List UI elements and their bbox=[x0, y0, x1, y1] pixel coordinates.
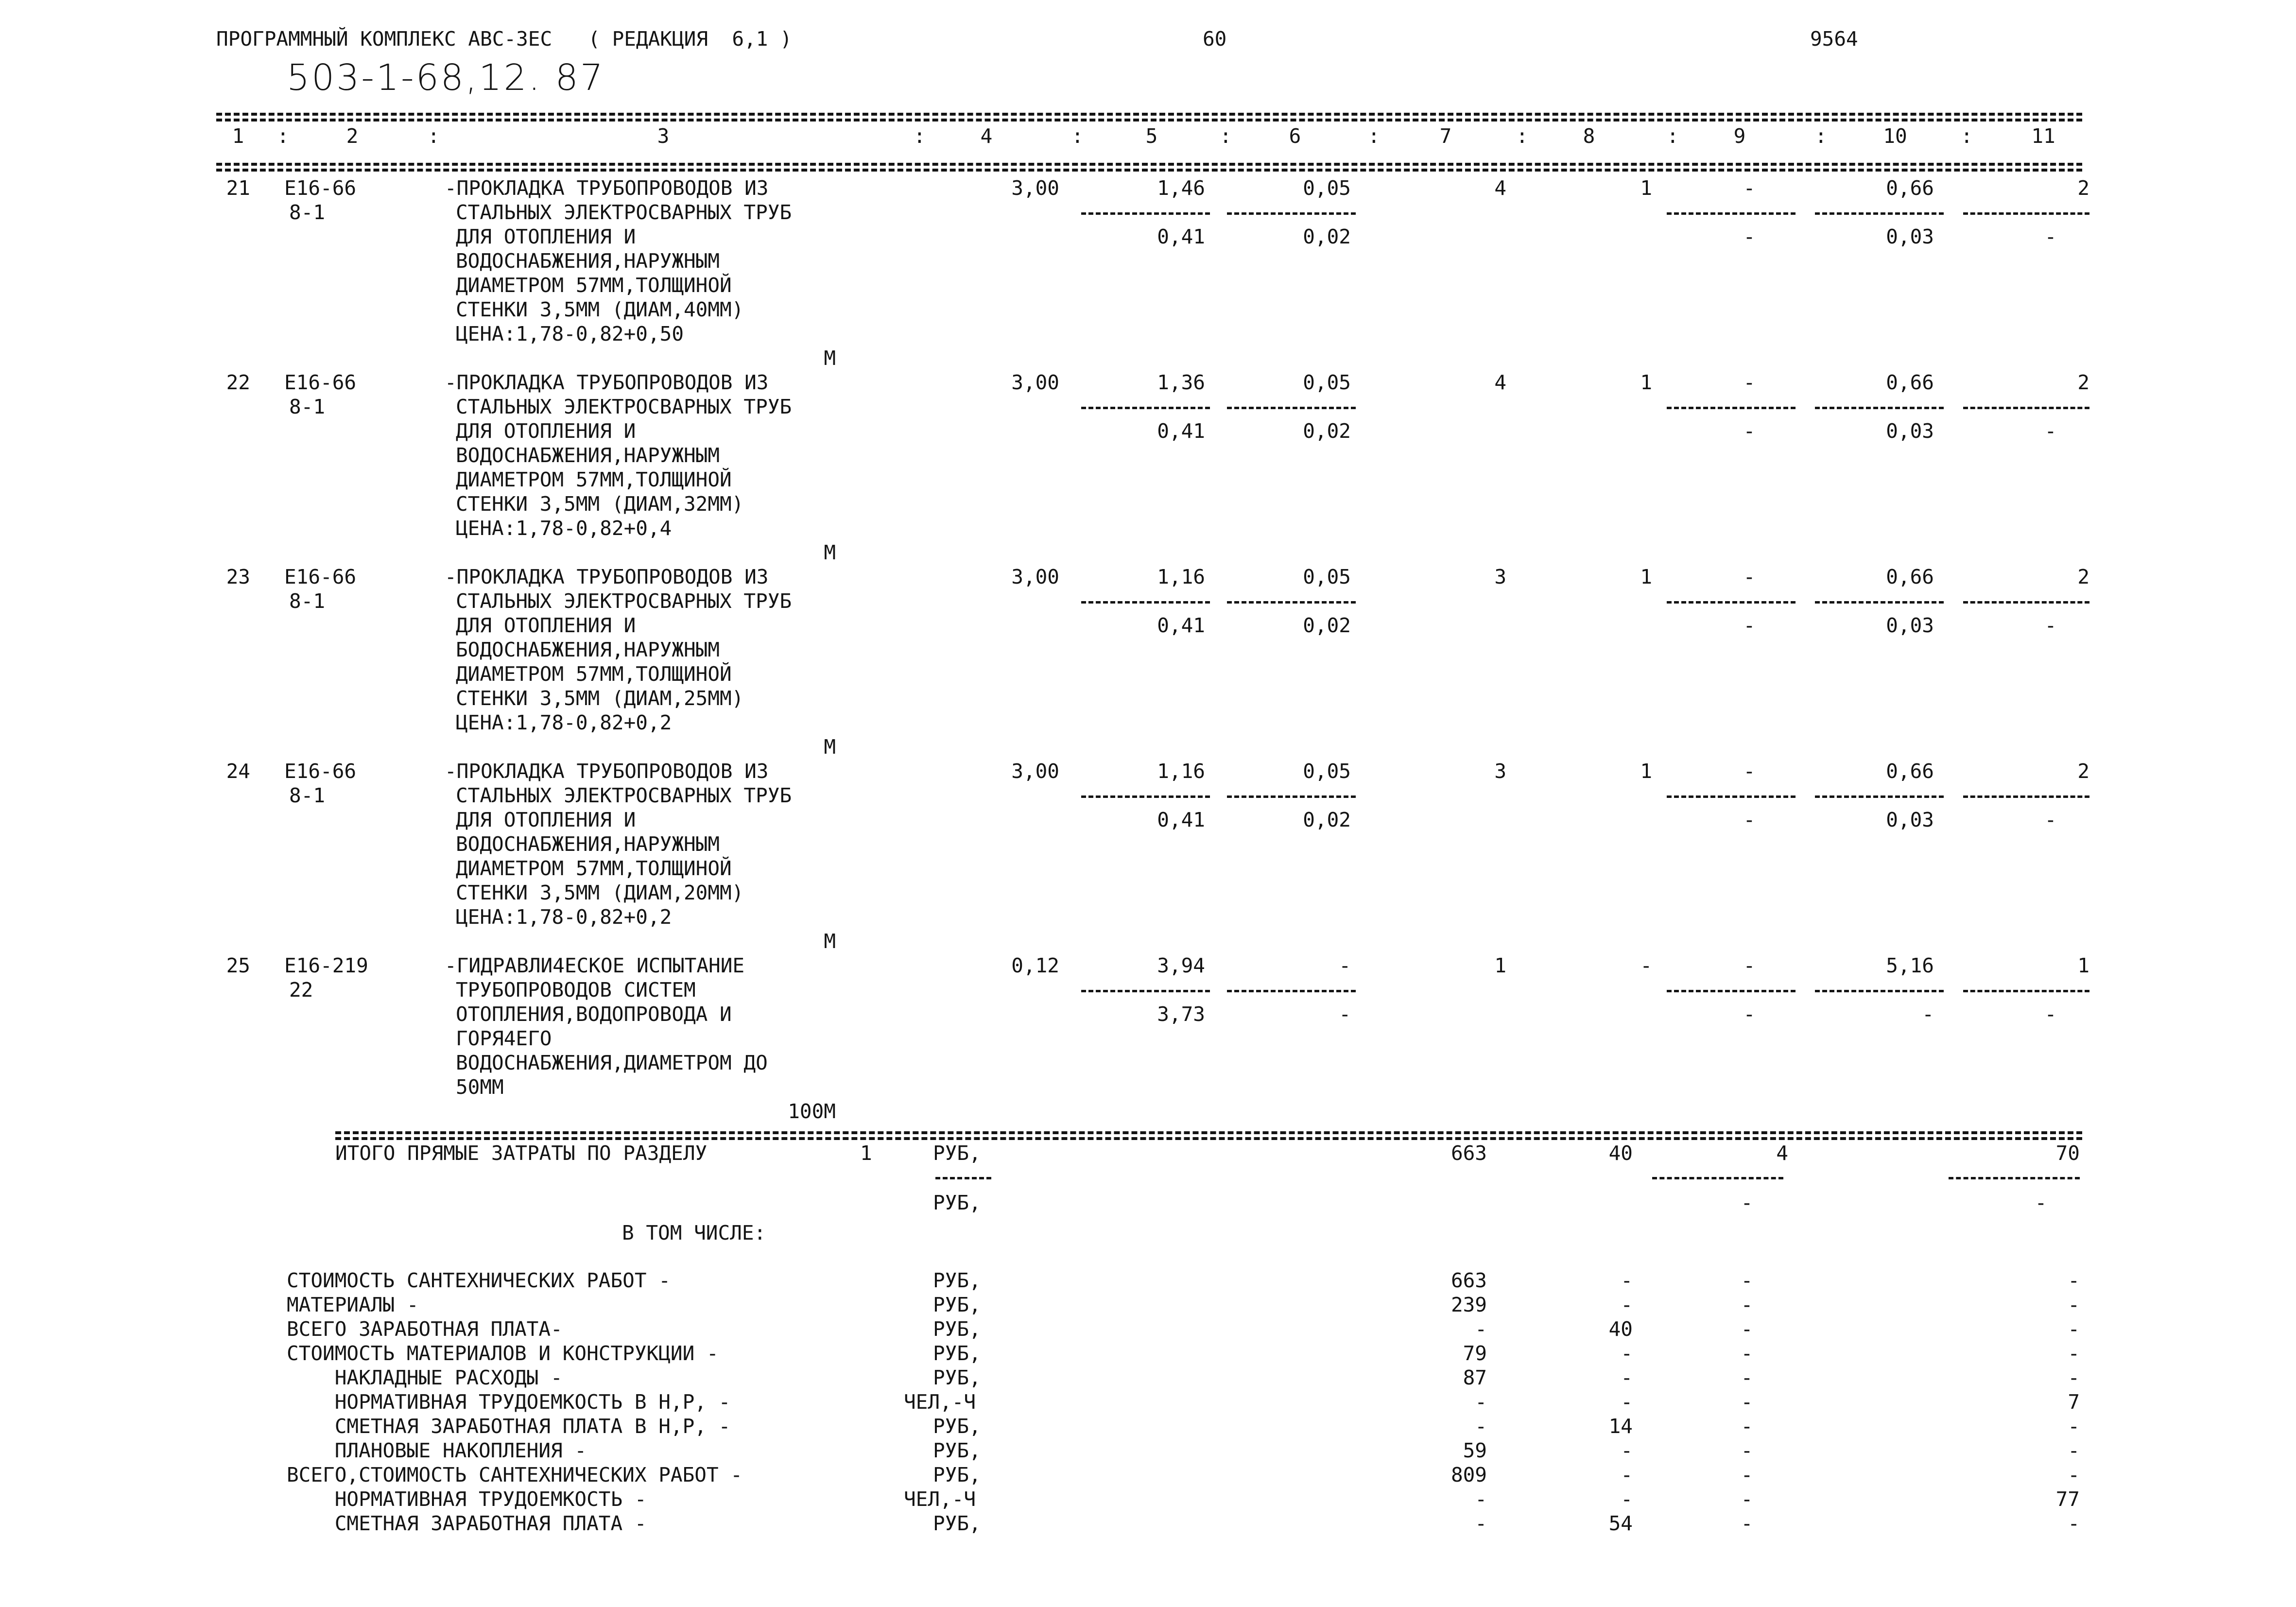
totals-unit: РУБ, bbox=[933, 1141, 981, 1165]
row-description-line: СТАЛЬНЫХ ЭЛЕКТРОСВАРНЫХ ТРУБ bbox=[456, 589, 792, 613]
summary-col9: - bbox=[1741, 1317, 1753, 1341]
column-separator: : bbox=[1071, 124, 1084, 148]
row-number: 25 bbox=[226, 954, 250, 977]
fraction-rule bbox=[1963, 212, 2089, 215]
row-description-line: ВОДОСНАБЖЕНИЯ,НАРУЖНЫМ bbox=[456, 249, 720, 273]
cell-col9: - bbox=[1743, 176, 1756, 200]
cell-col11: 2 bbox=[2077, 371, 2089, 394]
row-description-line: ВОДОСНАБЖЕНИЯ,НАРУЖНЫМ bbox=[456, 832, 720, 856]
fraction-rule bbox=[1081, 601, 1210, 604]
cell-col11-lower: - bbox=[2044, 225, 2057, 248]
summary-unit: РУБ, bbox=[933, 1293, 981, 1316]
cell-col10: 0,66 bbox=[1886, 371, 1934, 394]
row-unit: М bbox=[824, 541, 836, 564]
totals-section: 1 bbox=[860, 1141, 872, 1165]
cell-col10: 0,66 bbox=[1886, 176, 1934, 200]
totals-col11: 70 bbox=[2055, 1141, 2080, 1165]
fraction-rule bbox=[1815, 407, 1944, 409]
cell-col10-lower: 0,03 bbox=[1886, 614, 1934, 637]
summary-col11: 77 bbox=[2055, 1487, 2080, 1511]
summary-label: СТОИМОСТЬ МАТЕРИАЛОВ И КОНСТРУКЦИИ - bbox=[287, 1342, 719, 1365]
fraction-rule bbox=[1963, 795, 2089, 798]
cell-col5: 3,94 bbox=[1157, 954, 1205, 977]
summary-col8: - bbox=[1621, 1390, 1633, 1414]
cell-col7: 3 bbox=[1494, 760, 1506, 783]
summary-col8: - bbox=[1621, 1439, 1633, 1462]
program-title: ПРОГРАММНЫЙ КОМПЛЕКС АВС-ЗЕС ( РЕДАКЦИЯ 6,1 ) bbox=[216, 27, 792, 51]
fraction-rule bbox=[1081, 212, 1210, 215]
cell-col10: 5,16 bbox=[1886, 954, 1934, 977]
row-description-line: ДЛЯ ОТОПЛЕНИЯ И bbox=[456, 419, 636, 443]
cell-col10-lower: 0,03 bbox=[1886, 419, 1934, 443]
cell-col5-lower: 0,41 bbox=[1157, 419, 1205, 443]
summary-unit: РУБ, bbox=[933, 1439, 981, 1462]
fraction-rule bbox=[1227, 990, 1356, 992]
row-description-line: ОТОПЛЕНИЯ,ВОДОПРОВОДА И bbox=[456, 1002, 732, 1026]
summary-label: НОРМАТИВНАЯ ТРУДОЕМКОСТЬ В Н,Р, - bbox=[287, 1390, 731, 1414]
cell-col4: 3,00 bbox=[1011, 565, 1059, 588]
fraction-rule bbox=[1081, 407, 1210, 409]
fraction-rule bbox=[1227, 407, 1356, 409]
fraction-rule bbox=[1815, 601, 1944, 604]
including-label: В ТОМ ЧИСЛЕ: bbox=[622, 1221, 766, 1244]
cell-col9-lower: - bbox=[1743, 419, 1756, 443]
cell-col5-lower: 0,41 bbox=[1157, 808, 1205, 831]
summary-unit: РУБ, bbox=[933, 1366, 981, 1389]
cell-col11-lower: - bbox=[2044, 808, 2057, 831]
summary-col11: - bbox=[2068, 1463, 2080, 1486]
column-header: 1 bbox=[232, 124, 244, 148]
summary-col9: - bbox=[1741, 1390, 1753, 1414]
row-description-line: ЦЕНА:1,78-0,82+0,4 bbox=[456, 517, 672, 540]
cell-col4: 3,00 bbox=[1011, 176, 1059, 200]
summary-col7: 79 bbox=[1463, 1342, 1487, 1365]
summary-unit: ЧЕЛ,-Ч bbox=[904, 1487, 976, 1511]
cell-col6: 0,05 bbox=[1303, 371, 1351, 394]
cell-col9: - bbox=[1743, 371, 1756, 394]
cell-col7: 4 bbox=[1494, 176, 1506, 200]
column-separator: : bbox=[1961, 124, 1973, 148]
totals-label: ИТОГО ПРЯМЫЕ ЗАТРАТЫ ПО РАЗДЕЛУ bbox=[335, 1141, 708, 1165]
totals-rule bbox=[335, 1131, 2082, 1134]
row-code: Е16-66 bbox=[284, 176, 357, 200]
row-description-line: ЦЕНА:1,78-0,82+0,2 bbox=[456, 711, 672, 734]
row-description-line: -ПРОКЛАДКА ТРУБОПРОВОДОВ ИЗ bbox=[445, 371, 769, 394]
fraction-rule bbox=[1227, 212, 1356, 215]
summary-col11: - bbox=[2068, 1439, 2080, 1462]
row-description-line: БОДОСНАБЖЕНИЯ,НАРУЖНЫМ bbox=[456, 638, 720, 661]
summary-label: СМЕТНАЯ ЗАРАБОТНАЯ ПЛАТА В Н,Р, - bbox=[287, 1415, 731, 1438]
summary-col9: - bbox=[1741, 1293, 1753, 1316]
row-code: Е16-66 bbox=[284, 760, 357, 783]
cell-col10: 0,66 bbox=[1886, 565, 1934, 588]
summary-col8: - bbox=[1621, 1366, 1633, 1389]
summary-col7: 87 bbox=[1463, 1366, 1487, 1389]
cell-col5-lower: 0,41 bbox=[1157, 614, 1205, 637]
column-separator: : bbox=[277, 124, 289, 148]
summary-col7: - bbox=[1475, 1390, 1487, 1414]
cell-col11-lower: - bbox=[2044, 614, 2057, 637]
cell-col8: 1 bbox=[1640, 371, 1652, 394]
row-code: Е16-219 bbox=[284, 954, 368, 977]
summary-col8: - bbox=[1621, 1487, 1633, 1511]
summary-col7: - bbox=[1475, 1317, 1487, 1341]
column-separator: : bbox=[1815, 124, 1827, 148]
totals-col8: 40 bbox=[1608, 1141, 1633, 1165]
summary-col11: - bbox=[2068, 1366, 2080, 1389]
summary-label: МАТЕРИАЛЫ - bbox=[287, 1293, 419, 1316]
cell-col11: 2 bbox=[2077, 565, 2089, 588]
column-separator: : bbox=[1667, 124, 1679, 148]
fraction-rule bbox=[1667, 601, 1795, 604]
column-separator: : bbox=[914, 124, 926, 148]
summary-label: НОРМАТИВНАЯ ТРУДОЕМКОСТЬ - bbox=[287, 1487, 647, 1511]
row-number: 23 bbox=[226, 565, 250, 588]
summary-col8: - bbox=[1621, 1293, 1633, 1316]
row-unit: М bbox=[824, 735, 836, 759]
row-code: 8-1 bbox=[289, 784, 326, 807]
summary-col11: - bbox=[2068, 1512, 2080, 1535]
summary-col11: - bbox=[2068, 1317, 2080, 1341]
summary-col7: 59 bbox=[1463, 1439, 1487, 1462]
summary-unit: РУБ, bbox=[933, 1342, 981, 1365]
summary-col9: - bbox=[1741, 1415, 1753, 1438]
summary-col9: - bbox=[1741, 1463, 1753, 1486]
cell-col5: 1,36 bbox=[1157, 371, 1205, 394]
row-description-line: ДИАМЕТРОМ 57ММ,ТОЛЩИНОЙ bbox=[456, 274, 732, 297]
row-unit: М bbox=[824, 930, 836, 953]
row-description-line: ВОДОСНАБЖЕНИЯ,НАРУЖНЫМ bbox=[456, 444, 720, 467]
cell-col4: 0,12 bbox=[1011, 954, 1059, 977]
column-header: 9 bbox=[1733, 124, 1746, 148]
cell-col11: 1 bbox=[2077, 954, 2089, 977]
cell-col4: 3,00 bbox=[1011, 760, 1059, 783]
cell-col11: 2 bbox=[2077, 176, 2089, 200]
row-number: 22 bbox=[226, 371, 250, 394]
row-description-line: ДЛЯ ОТОПЛЕНИЯ И bbox=[456, 808, 636, 831]
cell-col6-lower: 0,02 bbox=[1303, 225, 1351, 248]
summary-label: НАКЛАДНЫЕ РАСХОДЫ - bbox=[287, 1366, 563, 1389]
cell-col5: 1,16 bbox=[1157, 760, 1205, 783]
cell-col9: - bbox=[1743, 565, 1756, 588]
summary-unit: РУБ, bbox=[933, 1512, 981, 1535]
summary-col9: - bbox=[1741, 1366, 1753, 1389]
totals-unit-rule bbox=[935, 1177, 991, 1179]
row-description-line: ДИАМЕТРОМ 57ММ,ТОЛЩИНОЙ bbox=[456, 468, 732, 491]
fraction-rule bbox=[1963, 601, 2089, 604]
totals-col9-rule bbox=[1652, 1177, 1783, 1179]
cell-col8: - bbox=[1640, 954, 1652, 977]
summary-col7: 663 bbox=[1450, 1269, 1487, 1292]
fraction-rule bbox=[1963, 990, 2089, 992]
fraction-rule bbox=[1667, 407, 1795, 409]
totals-col9: 4 bbox=[1776, 1141, 1788, 1165]
top-rule-2 bbox=[216, 119, 2082, 121]
cell-col9: - bbox=[1743, 760, 1756, 783]
row-description-line: ДЛЯ ОТОПЛЕНИЯ И bbox=[456, 225, 636, 248]
fraction-rule bbox=[1081, 990, 1210, 992]
totals-col9-lower: - bbox=[1741, 1191, 1753, 1214]
page-number: 60 bbox=[1203, 27, 1227, 51]
cell-col8: 1 bbox=[1640, 760, 1652, 783]
row-description-line: ЦЕНА:1,78-0,82+0,2 bbox=[456, 905, 672, 929]
row-description-line: СТАЛЬНЫХ ЭЛЕКТРОСВАРНЫХ ТРУБ bbox=[456, 395, 792, 418]
row-description-line: ВОДОСНАБЖЕНИЯ,ДИАМЕТРОМ ДО bbox=[456, 1051, 768, 1074]
summary-col11: - bbox=[2068, 1342, 2080, 1365]
fraction-rule bbox=[1815, 990, 1944, 992]
row-number: 21 bbox=[226, 176, 250, 200]
column-header: 3 bbox=[657, 124, 670, 148]
row-code: Е16-66 bbox=[284, 565, 357, 588]
fraction-rule bbox=[1815, 795, 1944, 798]
cell-col6: 0,05 bbox=[1303, 565, 1351, 588]
row-description-line: ДИАМЕТРОМ 57ММ,ТОЛЩИНОЙ bbox=[456, 857, 732, 880]
summary-col9: - bbox=[1741, 1439, 1753, 1462]
summary-label: ПЛАНОВЫЕ НАКОПЛЕНИЯ - bbox=[287, 1439, 587, 1462]
summary-unit: РУБ, bbox=[933, 1317, 981, 1341]
column-separator: : bbox=[1368, 124, 1380, 148]
totals-col7: 663 bbox=[1450, 1141, 1487, 1165]
fraction-rule bbox=[1227, 601, 1356, 604]
cell-col11: 2 bbox=[2077, 760, 2089, 783]
row-code: 22 bbox=[289, 978, 313, 1002]
cell-col5: 1,16 bbox=[1157, 565, 1205, 588]
row-unit: М bbox=[824, 346, 836, 370]
row-description-line: СТЕНКИ 3,5ММ (ДИАМ,20ММ) bbox=[456, 881, 744, 904]
cell-col6-lower: 0,02 bbox=[1303, 419, 1351, 443]
row-description-line: 50ММ bbox=[456, 1075, 504, 1099]
row-description-line: ДЛЯ ОТОПЛЕНИЯ И bbox=[456, 614, 636, 637]
cell-col8: 1 bbox=[1640, 176, 1652, 200]
cell-col9-lower: - bbox=[1743, 808, 1756, 831]
column-separator: : bbox=[428, 124, 440, 148]
column-header: 4 bbox=[980, 124, 993, 148]
row-description-line: ДИАМЕТРОМ 57ММ,ТОЛЩИНОЙ bbox=[456, 662, 732, 686]
row-description-line: ГОРЯ4ЕГО bbox=[456, 1027, 552, 1050]
totals-col11-rule bbox=[1949, 1177, 2080, 1179]
cell-col9-lower: - bbox=[1743, 1002, 1756, 1026]
cell-col6: - bbox=[1339, 954, 1351, 977]
header-rule bbox=[216, 163, 2082, 166]
cell-col7: 1 bbox=[1494, 954, 1506, 977]
cell-col4: 3,00 bbox=[1011, 371, 1059, 394]
cell-col10-lower: 0,03 bbox=[1886, 225, 1934, 248]
fraction-rule bbox=[1667, 795, 1795, 798]
column-header: 6 bbox=[1289, 124, 1301, 148]
summary-label: ВСЕГО ЗАРАБОТНАЯ ПЛАТА- bbox=[287, 1317, 563, 1341]
summary-col9: - bbox=[1741, 1342, 1753, 1365]
summary-col8: 40 bbox=[1608, 1317, 1633, 1341]
column-separator: : bbox=[1220, 124, 1232, 148]
summary-col7: - bbox=[1475, 1415, 1487, 1438]
cell-col6-lower: 0,02 bbox=[1303, 614, 1351, 637]
row-description-line: СТЕНКИ 3,5ММ (ДИАМ,32ММ) bbox=[456, 492, 744, 516]
summary-col8: 14 bbox=[1608, 1415, 1633, 1438]
column-header: 10 bbox=[1883, 124, 1907, 148]
row-description-line: -ПРОКЛАДКА ТРУБОПРОВОДОВ ИЗ bbox=[445, 176, 769, 200]
cell-col10: 0,66 bbox=[1886, 760, 1934, 783]
cell-col10-lower: 0,03 bbox=[1886, 808, 1934, 831]
summary-col9: - bbox=[1741, 1269, 1753, 1292]
header-rule-2 bbox=[216, 169, 2082, 172]
row-description-line: СТАЛЬНЫХ ЭЛЕКТРОСВАРНЫХ ТРУБ bbox=[456, 784, 792, 807]
cell-col5-lower: 3,73 bbox=[1157, 1002, 1205, 1026]
totals-rule-2 bbox=[335, 1137, 2082, 1140]
summary-col11: - bbox=[2068, 1269, 2080, 1292]
summary-col7: - bbox=[1475, 1512, 1487, 1535]
row-description-line: ТРУБОПРОВОДОВ СИСТЕМ bbox=[456, 978, 696, 1002]
fraction-rule bbox=[1227, 795, 1356, 798]
cell-col7: 3 bbox=[1494, 565, 1506, 588]
fraction-rule bbox=[1667, 990, 1795, 992]
row-code: 8-1 bbox=[289, 201, 326, 224]
row-description-line: -ГИДРАВЛИ4ЕСКОЕ ИСПЫТАНИЕ bbox=[445, 954, 745, 977]
summary-col9: - bbox=[1741, 1512, 1753, 1535]
doc-code: 9564 bbox=[1810, 27, 1858, 51]
cell-col6-lower: 0,02 bbox=[1303, 808, 1351, 831]
totals-unit-2: РУБ, bbox=[933, 1191, 981, 1214]
summary-col8: - bbox=[1621, 1463, 1633, 1486]
fraction-rule bbox=[1667, 212, 1795, 215]
cell-col6-lower: - bbox=[1339, 1002, 1351, 1026]
summary-unit: РУБ, bbox=[933, 1269, 981, 1292]
summary-label: СМЕТНАЯ ЗАРАБОТНАЯ ПЛАТА - bbox=[287, 1512, 647, 1535]
row-description-line: -ПРОКЛАДКА ТРУБОПРОВОДОВ ИЗ bbox=[445, 760, 769, 783]
summary-col7: 239 bbox=[1450, 1293, 1487, 1316]
summary-label: СТОИМОСТЬ САНТЕХНИЧЕСКИХ РАБОТ - bbox=[287, 1269, 671, 1292]
summary-col7: 809 bbox=[1450, 1463, 1487, 1486]
row-code: 8-1 bbox=[289, 589, 326, 613]
row-description-line: СТЕНКИ 3,5ММ (ДИАМ,40ММ) bbox=[456, 298, 744, 321]
row-code: 8-1 bbox=[289, 395, 326, 418]
row-description-line: СТАЛЬНЫХ ЭЛЕКТРОСВАРНЫХ ТРУБ bbox=[456, 201, 792, 224]
cell-col9: - bbox=[1743, 954, 1756, 977]
summary-col11: - bbox=[2068, 1415, 2080, 1438]
column-separator: : bbox=[1516, 124, 1528, 148]
summary-unit: РУБ, bbox=[933, 1415, 981, 1438]
summary-label: ВСЕГО,СТОИМОСТЬ САНТЕХНИЧЕСКИХ РАБОТ - bbox=[287, 1463, 742, 1486]
summary-col8: 54 bbox=[1608, 1512, 1633, 1535]
cell-col9-lower: - bbox=[1743, 225, 1756, 248]
summary-unit: РУБ, bbox=[933, 1463, 981, 1486]
summary-col8: - bbox=[1621, 1269, 1633, 1292]
column-header: 7 bbox=[1439, 124, 1452, 148]
cell-col8: 1 bbox=[1640, 565, 1652, 588]
column-header: 11 bbox=[2031, 124, 2055, 148]
fraction-rule bbox=[1081, 795, 1210, 798]
cell-col11-lower: - bbox=[2044, 419, 2057, 443]
column-header: 5 bbox=[1145, 124, 1158, 148]
fraction-rule bbox=[1963, 407, 2089, 409]
column-header: 2 bbox=[346, 124, 359, 148]
cell-col10-lower: - bbox=[1922, 1002, 1934, 1026]
summary-col7: - bbox=[1475, 1487, 1487, 1511]
cell-col9-lower: - bbox=[1743, 614, 1756, 637]
row-code: Е16-66 bbox=[284, 371, 357, 394]
summary-col9: - bbox=[1741, 1487, 1753, 1511]
cell-col7: 4 bbox=[1494, 371, 1506, 394]
cell-col5: 1,46 bbox=[1157, 176, 1205, 200]
cell-col6: 0,05 bbox=[1303, 760, 1351, 783]
fraction-rule bbox=[1815, 212, 1944, 215]
summary-col11: 7 bbox=[2068, 1390, 2080, 1414]
totals-col11-lower: - bbox=[2035, 1191, 2047, 1214]
top-rule bbox=[216, 113, 2082, 116]
row-description-line: СТЕНКИ 3,5ММ (ДИАМ,25ММ) bbox=[456, 687, 744, 710]
handwritten-note: 503-1-68,12. 87 bbox=[287, 57, 605, 99]
summary-col11: - bbox=[2068, 1293, 2080, 1316]
row-number: 24 bbox=[226, 760, 250, 783]
summary-col8: - bbox=[1621, 1342, 1633, 1365]
column-header: 8 bbox=[1583, 124, 1595, 148]
row-unit: 100М bbox=[788, 1100, 836, 1123]
cell-col11-lower: - bbox=[2044, 1002, 2057, 1026]
row-description-line: -ПРОКЛАДКА ТРУБОПРОВОДОВ ИЗ bbox=[445, 565, 769, 588]
cell-col5-lower: 0,41 bbox=[1157, 225, 1205, 248]
row-description-line: ЦЕНА:1,78-0,82+0,50 bbox=[456, 322, 684, 346]
summary-unit: ЧЕЛ,-Ч bbox=[904, 1390, 976, 1414]
cell-col6: 0,05 bbox=[1303, 176, 1351, 200]
